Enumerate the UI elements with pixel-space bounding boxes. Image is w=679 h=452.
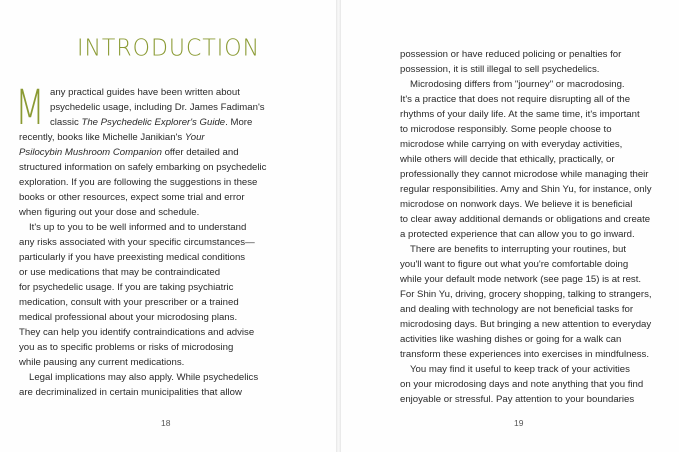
body-line: you'll want to figure out what you're comfortable doing bbox=[400, 259, 629, 270]
book-title: The Psychedelic Explorer's Guide bbox=[81, 117, 226, 128]
left-page bbox=[0, 0, 337, 452]
body-line: for psychedelic usage. If you are taking psychiatric bbox=[19, 282, 234, 293]
body-line: activities like washing dishes or going for a walk can bbox=[400, 334, 622, 345]
body-line: Psilocybin Mushroom Companion offer detailed and bbox=[19, 147, 239, 158]
body-line: enjoyable or stressful. Pay attention to your boundaries bbox=[400, 394, 635, 405]
body-line: while others will decide that ethically, practically, or bbox=[400, 154, 615, 165]
body-line: psychedelic usage, including Dr. James Fadiman's bbox=[50, 102, 265, 113]
body-line: For Shin Yu, driving, grocery shopping, talking to strangers, bbox=[400, 289, 652, 300]
book-title: Psilocybin Mushroom Companion bbox=[19, 147, 162, 158]
body-line: They can help you identify contraindications and advise bbox=[19, 327, 255, 338]
body-line: and dealing with technology are not beneficial tasks for bbox=[400, 304, 634, 315]
body-line: Legal implications may also apply. While psychedelics bbox=[29, 372, 259, 383]
body-line: structured information on safely embarking on psychedelic bbox=[19, 162, 267, 173]
body-line: microdose on nonwork days. We believe it is beneficial bbox=[400, 199, 633, 210]
right-body-text bbox=[400, 47, 652, 407]
body-line: microdose while carrying on with everyday activities, bbox=[400, 139, 623, 150]
body-line: microdosing days. But bringing a new attention to everyday bbox=[400, 319, 652, 330]
body-line: Microdosing differs from "journey" or macrodosing. bbox=[410, 79, 625, 90]
body-line: any risks associated with your specific circumstances— bbox=[19, 237, 255, 248]
body-line: while pausing any current medications. bbox=[19, 357, 185, 368]
body-line: any practical guides have been written about bbox=[50, 87, 240, 98]
body-line: recently, books like Michelle Janikian's Your bbox=[19, 132, 205, 143]
body-line: professionally they cannot microdose while managing their bbox=[400, 169, 649, 180]
body-line: particularly if you have preexisting medical conditions bbox=[19, 252, 246, 263]
chapter-title: INTRODUCTION bbox=[76, 35, 261, 62]
body-line: when figuring out your dose and schedule. bbox=[19, 207, 200, 218]
body-line: to clear away additional demands or obligations and create bbox=[400, 214, 651, 225]
body-line: exploration. If you are following the suggestions in these bbox=[19, 177, 258, 188]
body-line: to microdose responsibly. Some people choose to bbox=[400, 124, 612, 135]
body-line: It's a practice that does not require disrupting all of the bbox=[400, 94, 631, 105]
page-number-right: 19 bbox=[514, 418, 524, 428]
book-title: Your bbox=[184, 132, 205, 143]
body-line: You may find it useful to keep track of your activities bbox=[410, 364, 630, 375]
body-line: There are benefits to interrupting your routines, but bbox=[410, 244, 626, 255]
page-number-left: 18 bbox=[161, 418, 171, 428]
body-line: on your microdosing days and note anything that you find bbox=[400, 379, 644, 390]
body-line: a protected experience that can allow you to go inward. bbox=[400, 229, 635, 240]
body-line: possession or have reduced policing or penalties for bbox=[400, 49, 622, 60]
body-line: books or other resources, expect some trial and error bbox=[19, 192, 245, 203]
drop-cap: M bbox=[15, 80, 45, 136]
body-line: are decriminalized in certain municipalities that allow bbox=[19, 387, 242, 398]
body-line: regular responsibilities. Amy and Shin Yu, for instance, only bbox=[400, 184, 652, 195]
body-line: while your default mode network (see page 15) is at rest. bbox=[400, 274, 642, 285]
body-line: It's up to you to be well informed and to understand bbox=[29, 222, 247, 233]
left-body-text bbox=[19, 85, 266, 400]
body-line: possession, it is still illegal to sell psychedelics. bbox=[400, 64, 600, 75]
body-line: or use medications that may be contraindicated bbox=[19, 267, 221, 278]
body-line: transform these experiences into exercises in mindfulness. bbox=[400, 349, 650, 360]
body-line: medication, consult with your prescriber or a trained bbox=[19, 297, 239, 308]
body-line: rhythms of your daily life. At the same time, it's important bbox=[400, 109, 640, 120]
body-line: you as to specific problems or risks of microdosing bbox=[19, 342, 234, 353]
body-line: classic The Psychedelic Explorer's Guide. More bbox=[50, 117, 253, 128]
body-line: medical professional about your microdosing plans. bbox=[19, 312, 238, 323]
